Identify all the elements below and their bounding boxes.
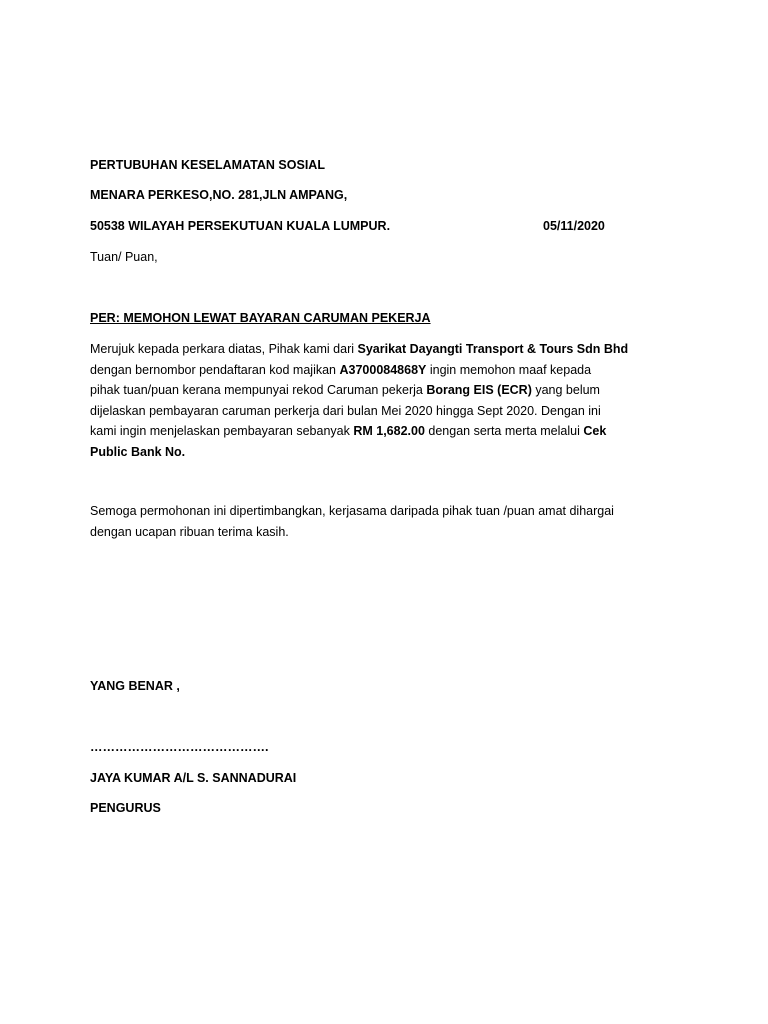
body1-row-3 <box>90 380 680 401</box>
letter-page <box>90 0 680 1024</box>
salutation: Tuan/ Puan, <box>90 250 158 264</box>
body1-text: ingin memohon maaf kepada <box>426 362 592 377</box>
body1-row-2 <box>90 360 680 381</box>
recipient-address-line2: 50538 WILAYAH PERSEKUTUAN KUALA LUMPUR. <box>90 219 391 233</box>
signatory-title: PENGURUS <box>90 801 161 815</box>
subject-line: PER: MEMOHON LEWAT BAYARAN CARUMAN PEKERJA <box>90 311 431 325</box>
body-paragraph-2 <box>90 501 680 542</box>
body-paragraph-1 <box>90 339 680 462</box>
body1-row-4: dijelaskan pembayaran caruman perkerja dari bulan Mei 2020 hingga Sept 2020. Dengan ini <box>90 403 601 418</box>
body2-row-2: dengan ucapan ribuan terima kasih. <box>90 524 289 539</box>
body1-text: yang belum <box>531 383 600 397</box>
payment-method: Cek <box>583 424 607 438</box>
body1-text: pihak tuan/puan kerana mempunyai rekod Caruman pekerja <box>90 383 427 397</box>
payment-amount: RM 1,682.00 <box>353 424 425 438</box>
recipient-name: PERTUBUHAN KESELAMATAN SOSIAL <box>90 158 325 172</box>
recipient-address-line1: MENARA PERKESO,NO. 281,JLN AMPANG, <box>90 188 348 202</box>
body1-row-6: Public Bank No. <box>90 444 186 459</box>
closing: YANG BENAR , <box>90 679 180 693</box>
body1-text: dengan serta merta melalui <box>424 424 584 438</box>
recipient-address-row <box>90 216 680 236</box>
company-name: Syarikat Dayangti Transport & Tours Sdn Bhd <box>357 342 629 356</box>
body1-row-1 <box>90 339 680 360</box>
body1-row-5 <box>90 421 680 442</box>
signature-line: ……………………………………. <box>90 740 269 754</box>
body1-text: kami ingin menjelaskan pembayaran sebanyak <box>90 424 354 438</box>
signatory-name: JAYA KUMAR A/L S. SANNADURAI <box>90 771 297 785</box>
letter-date: 05/11/2020 <box>543 219 605 233</box>
employer-code: A3700084868Y <box>339 362 427 377</box>
form-name: Borang EIS (ECR) <box>426 383 532 397</box>
body1-text: Merujuk kepada perkara diatas, Pihak kami dari <box>90 342 358 356</box>
body1-text: dengan bernombor pendaftaran kod majikan <box>90 362 340 377</box>
body2-row-1: Semoga permohonan ini dipertimbangkan, kerjasama daripada pihak tuan /puan amat dihargai <box>90 504 614 518</box>
